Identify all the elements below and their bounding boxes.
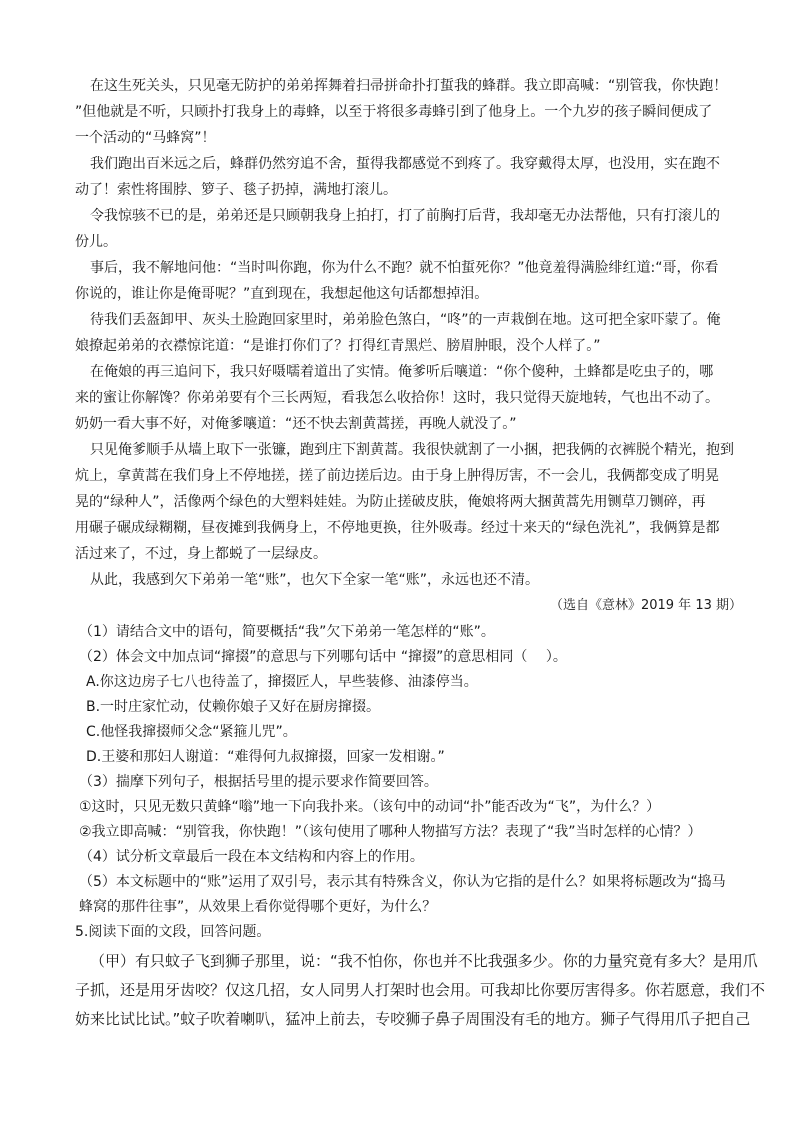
- paragraph-line: 动了！索性将围脖、箩子、毯子扔掉，满地打滚儿。: [75, 182, 397, 198]
- question-3-item-1: ①这时，只见无数只黄蜂“嗡”地一下向我扑来。（该句中的动词“扑”能否改为“飞”，为什么？）: [79, 799, 661, 815]
- paragraph-line: 只见俺爹顺手从墙上取下一张镰，跑到庄下割黄蒿。我很快就割了一小捆，把我俩的衣裤脱个精光，抱到: [90, 442, 734, 458]
- section-heading: 5.阅读下面的文段，回答问题。: [75, 924, 271, 940]
- paragraph-line: 待我们丢盔卸甲、灰头土脸跑回家里时，弟弟脸色煞白，“咚”的一声栽倒在地。这可把全家吓蒙了。俺: [90, 312, 721, 328]
- paragraph-line: ”但他就是不听，只顾扑打我身上的毒蜂，以至于将很多毒蜂引到了他身上。一个九岁的孩子瞬间便成了: [75, 104, 713, 120]
- option-b: B.一时庄家忙动，仗赖你娘子又好在厨房撺掇。: [86, 699, 381, 715]
- paragraph-line: 在这生死关头，只见毫无防护的弟弟挥舞着扫帚拼命扑打蜇我的蜂群。我立即高喊：“别管我，你快跑！: [90, 78, 728, 94]
- question-3: （3）揣摩下列句子，根据括号里的提示要求作简要回答。: [79, 774, 438, 790]
- passage-line: （甲）有只蚊子飞到狮子那里，说：“我不怕你，你也并不比我强多少。你的力量究竟有多大？是用爪: [90, 952, 758, 970]
- paragraph-line: 娘撩起弟弟的衣襟惊诧道：“是谁打你们了？打得红青黑烂、膀眉肿眼，没个人样了。”: [75, 338, 601, 354]
- option-d: D.王婆和那妇人谢道：“难得何九叔撺掇，回家一发相谢。”: [86, 749, 445, 765]
- paragraph-line: 你说的，谁让你是俺哥呢？”直到现在，我想起他这句话都想掉泪。: [75, 286, 489, 302]
- paragraph-line: 炕上，拿黄蒿在我们身上不停地搓，搓了前边搓后边。由于身上肿得厉害，不一会儿，我俩都变成了明晃: [75, 468, 719, 484]
- question-5-cont: 蜂窝的那件往事”，从效果上看你觉得哪个更好，为什么？: [79, 899, 437, 915]
- option-c: C.他怪我撺掇师父念“紧箍儿咒”。: [86, 724, 297, 740]
- question-5: （5）本文标题中的“账”运用了双引号，表示其有特殊含义，你认为它指的是什么？如果将标题改为“捣马: [79, 874, 726, 890]
- question-4: （4）试分析文章最后一段在本文结构和内容上的作用。: [79, 849, 424, 865]
- paragraph-line: 从此，我感到欠下弟弟一笔“账”，也欠下全家一笔“账”，永远也还不清。: [90, 572, 540, 588]
- option-a: A.你这边房子七八也待盖了，撺掇匠人，早些装修、油漆停当。: [86, 674, 478, 690]
- passage-line: 子抓，还是用牙齿咬？仅这几招，女人同男人打架时也会用。可我却比你要厉害得多。你若愿意，我们不: [75, 981, 766, 999]
- question-1: （1）请结合文中的语句，简要概括“我”欠下弟弟一笔怎样的“账”。: [79, 624, 495, 640]
- paragraph-line: 事后，我不解地问他：“当时叫你跑，你为什么不跑？就不怕蜇死你？”他竟羞得满脸绯红道:“哥，你看: [90, 260, 719, 276]
- paragraph-line: 奶奶一看大事不好，对俺爹嚷道：“还不快去割黄蒿搓，再晚人就没了。”: [75, 416, 517, 432]
- paragraph-line: 令我惊骇不已的是，弟弟还是只顾朝我身上拍打，打了前胸打后背，我却毫无办法帮他，只有打滚儿的: [90, 208, 720, 224]
- paragraph-line: 份儿。: [75, 234, 117, 250]
- paragraph-line: 活过来了，不过，身上都蜕了一层绿皮。: [75, 546, 327, 562]
- paragraph-line: 用碾子碾成绿糊糊，昼夜摊到我俩身上，不停地更换，往外吸毒。经过十来天的“绿色洗礼”，我俩算是都: [75, 520, 720, 536]
- paragraph-line: 在俺娘的再三追问下，我只好嗫嚅着道出了实情。俺爹听后嚷道：“你个傻种，土蜂都是吃虫子的，哪: [90, 364, 714, 380]
- question-3-item-2: ②我立即高喊：“别管我，你快跑！”（该句使用了哪种人物描写方法？表现了“我”当时怎样的心情？）: [79, 824, 702, 840]
- question-2: （2）体会文中加点词“撺掇”的意思与下列哪句话中 “撺掇”的意思相同（ ）。: [79, 649, 567, 665]
- passage-line: 妨来比试比试。”蚊子吹着喇叭，猛冲上前去，专咬狮子鼻子周围没有毛的地方。狮子气得用爪子把自己: [75, 1010, 751, 1028]
- paragraph-line: 晃的“绿种人”，活像两个绿色的大塑料娃娃。为防止搓破皮肤，俺娘将两大捆黄蒿先用铡草刀铡碎，再: [75, 494, 706, 510]
- paragraph-line: 来的蜜让你解馋？你弟弟要有个三长两短，看我怎么收拾你！这时，我只觉得天旋地转，气也出不动了。: [75, 390, 719, 406]
- source-citation: （选自《意林》2019 年 13 期）: [549, 598, 742, 613]
- paragraph-line: 我们跑出百米远之后，蜂群仍然穷追不舍，蜇得我都感觉不到疼了。我穿戴得太厚，也没用，实在跑不: [90, 156, 720, 172]
- paragraph-line: 一个活动的“马蜂窝”！: [75, 130, 216, 146]
